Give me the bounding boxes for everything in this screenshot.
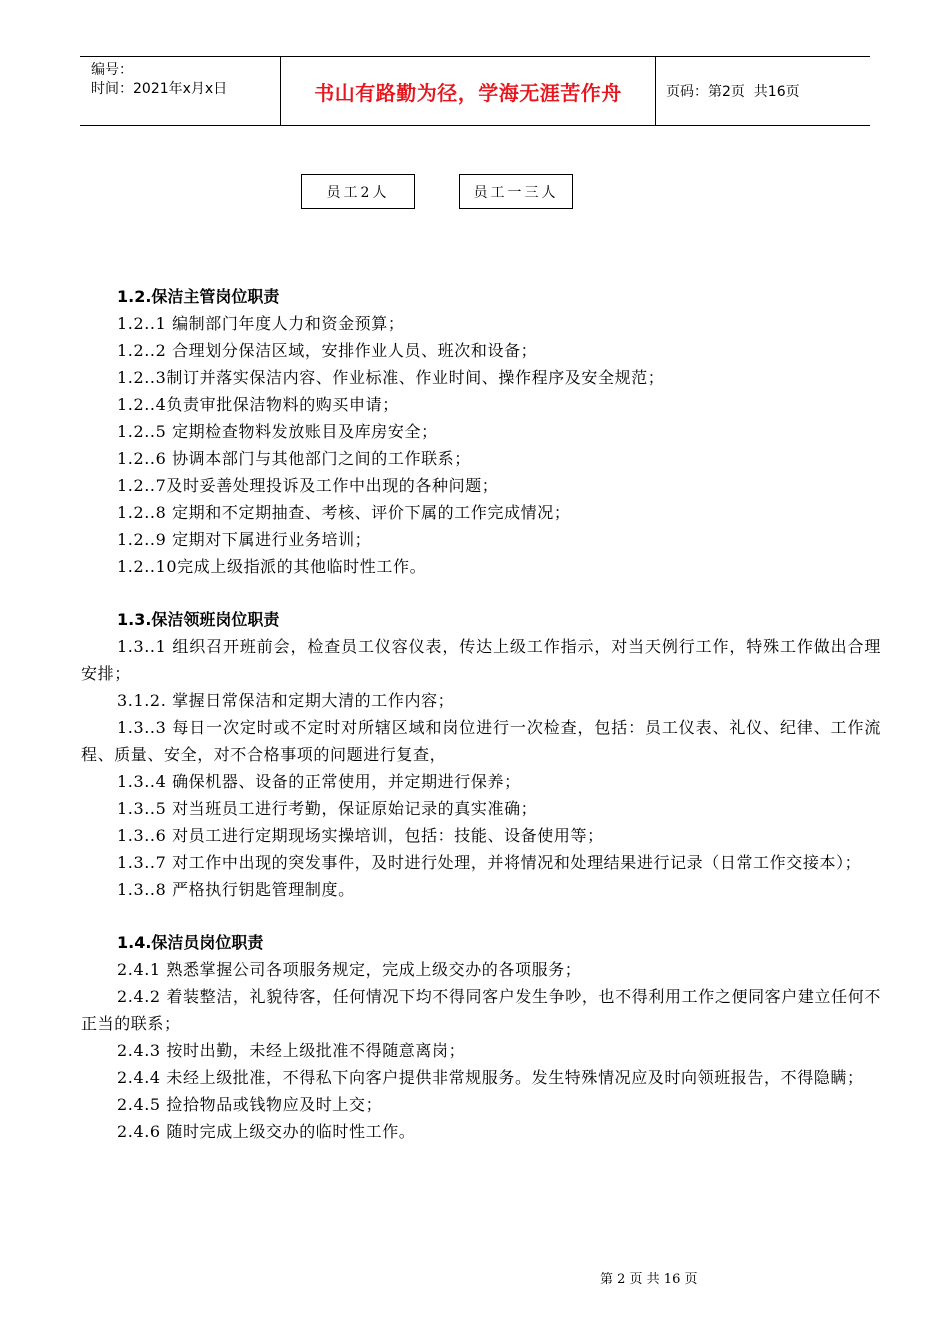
section-supervisor	[81, 283, 881, 580]
header-page-info	[656, 57, 870, 125]
duty-item: 1.3..3 每日一次定时或不定时对所辖区域和岗位进行一次检查，包括：员工仪表、礼仪、纪律、工作流程、质量、安全，对不合格事项的问题进行复查，	[81, 718, 881, 764]
duty-item: 2.4.6 随时完成上级交办的临时性工作。	[117, 1122, 416, 1141]
document-body	[81, 283, 881, 1145]
section-gap	[81, 903, 881, 929]
duty-item: 2.4.3 按时出勤，未经上级批准不得随意离岗；	[117, 1041, 466, 1060]
duty-item: 1.3..7 对工作中出现的突发事件，及时进行处理，并将情况和处理结果进行记录（日常工作交接本）；	[117, 853, 862, 872]
section-title: 1.2.保洁主管岗位职责	[117, 287, 280, 306]
duty-item: 1.2..8 定期和不定期抽查、考核、评价下属的工作完成情况；	[117, 503, 571, 522]
duty-item: 1.2..9 定期对下属进行业务培训；	[117, 530, 372, 549]
page-info-text: 页码：第2页 共16页	[666, 84, 800, 100]
duty-item: 1.2..2 合理划分保洁区域，安排作业人员、班次和设备；	[117, 341, 538, 360]
page-header	[80, 56, 870, 126]
duty-item: 1.2..5 定期检查物料发放账目及库房安全；	[117, 422, 438, 441]
date-label: 时间：2021年x月x日	[91, 81, 228, 97]
staff-box-two: 员工2人	[301, 174, 415, 209]
staff-box-three: 员工一三人	[459, 174, 573, 209]
duty-item: 1.3..4 确保机器、设备的正常使用，并定期进行保养；	[117, 772, 521, 791]
section-title: 1.3.保洁领班岗位职责	[117, 610, 280, 629]
section-cleaner	[81, 929, 881, 1145]
duty-item: 3.1.2. 掌握日常保洁和定期大清的工作内容；	[117, 691, 455, 710]
header-meta	[80, 57, 281, 125]
duty-item: 1.2..4负责审批保洁物料的购买申请；	[117, 395, 399, 414]
duty-item: 2.4.1 熟悉掌握公司各项服务规定，完成上级交办的各项服务；	[117, 960, 582, 979]
duty-item: 1.3..5 对当班员工进行考勤，保证原始记录的真实准确；	[117, 799, 538, 818]
header-motto: 书山有路勤为径，学海无涯苦作舟	[281, 57, 656, 125]
duty-item: 2.4.2 着装整洁，礼貌待客，任何情况下均不得同客户发生争吵，也不得利用工作之便同客户建立任何不正当的联系；	[81, 987, 881, 1033]
duty-item: 1.2..1 编制部门年度人力和资金预算；	[117, 314, 405, 333]
duty-item: 2.4.5 捡拾物品或钱物应及时上交；	[117, 1095, 383, 1114]
duty-item: 1.3..6 对员工进行定期现场实操培训，包括：技能、设备使用等；	[117, 826, 604, 845]
section-title: 1.4.保洁员岗位职责	[117, 933, 264, 952]
duty-item: 1.3..8 严格执行钥匙管理制度。	[117, 880, 355, 899]
duty-item: 1.2..10完成上级指派的其他临时性工作。	[117, 557, 427, 576]
duty-item: 1.2..7及时妥善处理投诉及工作中出现的各种问题；	[117, 476, 499, 495]
section-gap	[81, 580, 881, 606]
duty-item: 2.4.4 未经上级批准，不得私下向客户提供非常规服务。发生特殊情况应及时向领班报告，不得隐瞒；	[117, 1068, 864, 1087]
section-team-leader	[81, 606, 881, 903]
duty-item: 1.2..3制订并落实保洁内容、作业标准、作业时间、操作程序及安全规范；	[117, 368, 665, 387]
serial-number-label: 编号：	[91, 62, 133, 78]
page-footer: 第 2 页 共 16 页	[600, 1272, 698, 1287]
duty-item: 1.2..6 协调本部门与其他部门之间的工作联系；	[117, 449, 471, 468]
duty-item: 1.3..1 组织召开班前会，检查员工仪容仪表，传达上级工作指示，对当天例行工作，特殊工作做出合理安排；	[81, 637, 881, 683]
